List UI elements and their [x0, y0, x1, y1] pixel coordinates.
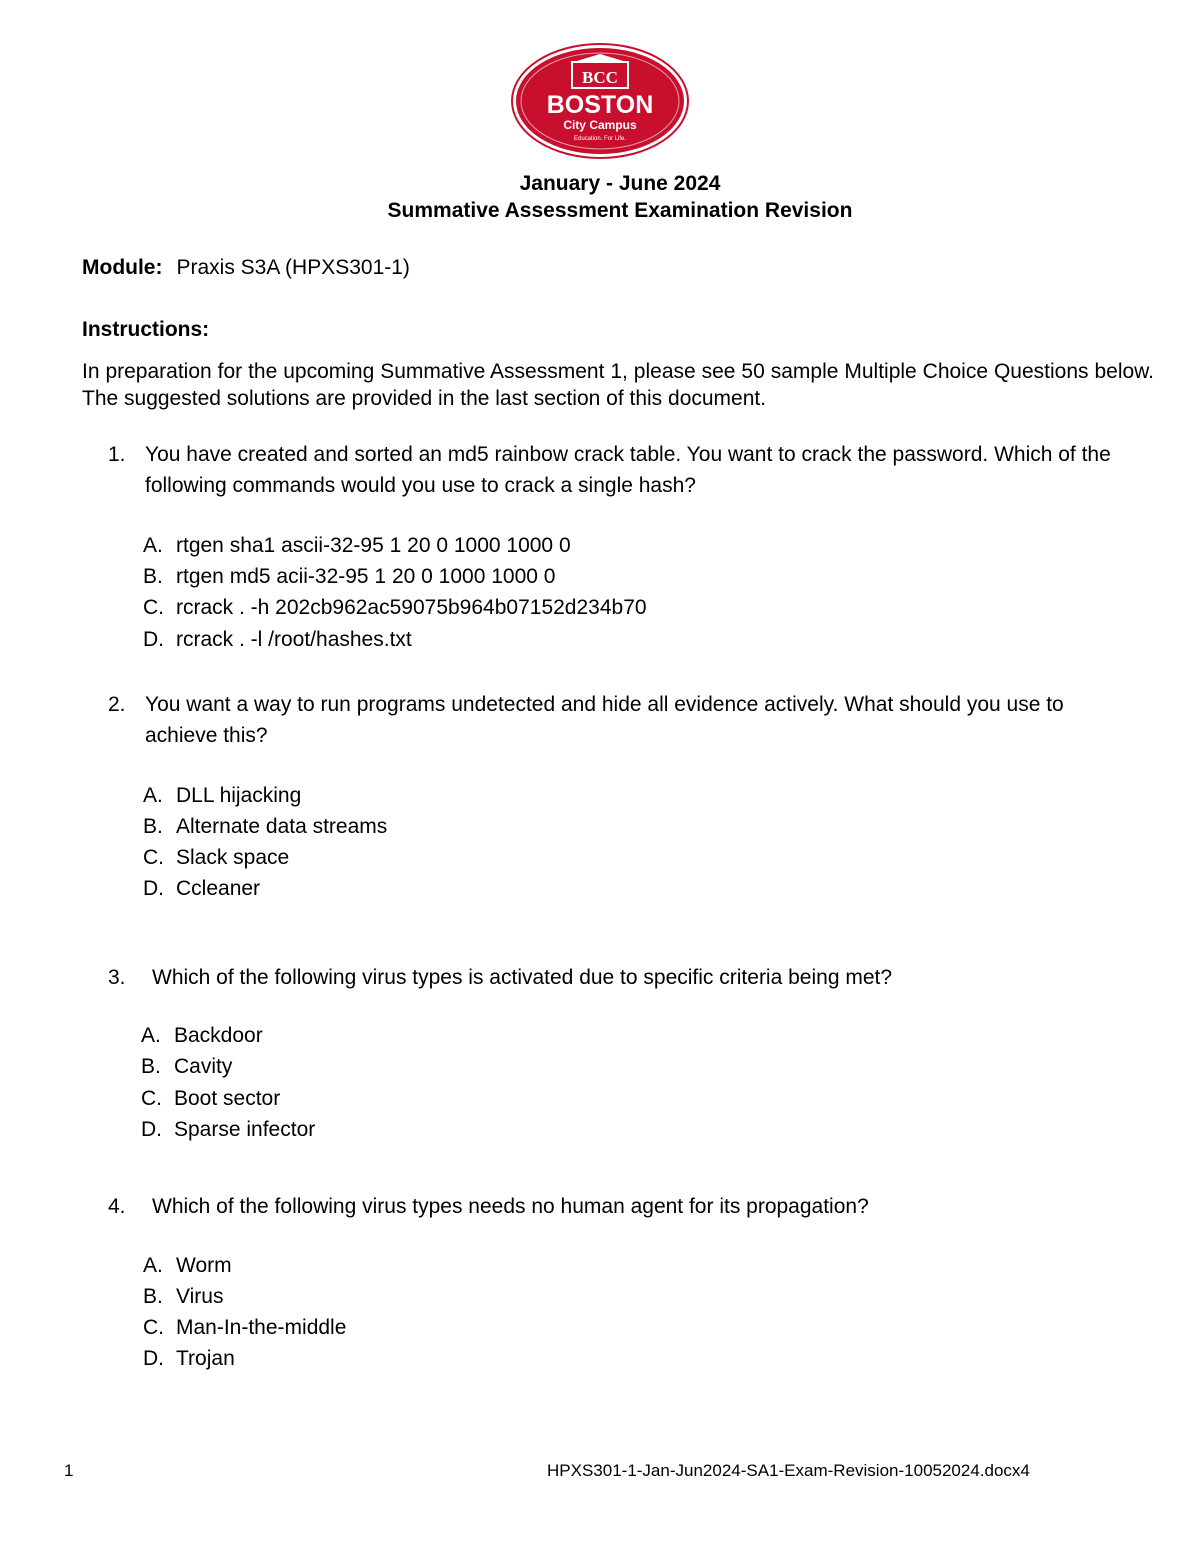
option-text: Virus	[176, 1285, 224, 1308]
boston-city-campus-logo	[510, 42, 690, 160]
option-b	[143, 565, 555, 589]
instructions-label: Instructions:	[82, 318, 210, 341]
svg-text:BCC: BCC	[582, 68, 618, 87]
option-letter: A.	[143, 784, 163, 807]
option-text: Cavity	[174, 1055, 233, 1078]
option-b	[143, 1285, 223, 1309]
option-letter: B.	[143, 815, 163, 838]
option-text: rtgen sha1 ascii-32-95 1 20 0 1000 1000 0	[176, 534, 571, 557]
option-d	[141, 1118, 315, 1142]
question-text: Which of the following virus types is activated due to specific criteria being met?	[152, 966, 893, 989]
question-text: You have created and sorted an md5 rainbow crack table. You want to crack the password. Which of the following commands would you use to crack a single hash?	[145, 443, 1111, 497]
question-text: Which of the following virus types needs no human agent for its propagation?	[152, 1195, 869, 1218]
option-a	[141, 1024, 263, 1048]
option-letter: A.	[143, 1254, 163, 1277]
option-text: Slack space	[176, 846, 290, 869]
svg-text:Education. For Life.: Education. For Life.	[573, 136, 627, 142]
option-letter: B.	[143, 565, 163, 588]
option-text: DLL hijacking	[176, 784, 302, 807]
question-number: 4.	[108, 1195, 126, 1218]
option-d	[143, 1347, 235, 1371]
option-text: rtgen md5 acii-32-95 1 20 0 1000 1000 0	[176, 565, 556, 588]
option-c	[141, 1087, 280, 1111]
option-letter: D.	[143, 628, 164, 651]
footer-document-name: HPXS301-1-Jan-Jun2024-SA1-Exam-Revision-10052024.docx4	[547, 1461, 1030, 1480]
question-text: You want a way to run programs undetected and hide all evidence actively. What should you use to achieve this?	[145, 693, 1064, 747]
option-text: Trojan	[176, 1347, 235, 1370]
option-text: Ccleaner	[176, 877, 261, 900]
option-text: rcrack . -l /root/hashes.txt	[176, 628, 412, 651]
option-text: Alternate data streams	[176, 815, 388, 838]
option-a	[143, 1254, 232, 1278]
option-b	[141, 1055, 232, 1079]
question-number: 1.	[108, 443, 126, 466]
module-line	[82, 256, 410, 280]
option-letter: C.	[143, 846, 164, 869]
option-a	[143, 784, 301, 808]
option-d	[143, 877, 260, 901]
option-text: Man-In-the-middle	[176, 1316, 347, 1339]
footer-page-number: 1	[64, 1461, 74, 1480]
option-c	[143, 1316, 346, 1340]
option-text: Sparse infector	[174, 1118, 316, 1141]
option-letter: C.	[143, 596, 164, 619]
option-letter: D.	[143, 877, 164, 900]
option-letter: A.	[141, 1024, 161, 1047]
svg-text:BOSTON: BOSTON	[546, 91, 654, 119]
option-d	[143, 628, 412, 652]
option-c	[143, 846, 289, 870]
option-letter: D.	[143, 1347, 164, 1370]
option-letter: B.	[141, 1055, 161, 1078]
option-text: Worm	[176, 1254, 232, 1277]
option-letter: A.	[143, 534, 163, 557]
option-text: rcrack . -h 202cb962ac59075b964b07152d234b70	[176, 596, 647, 619]
question-number: 3.	[108, 966, 126, 989]
option-a	[143, 534, 571, 558]
option-text: Boot sector	[174, 1087, 281, 1110]
module-label: Module:	[82, 256, 163, 279]
document-title: Summative Assessment Examination Revision	[387, 199, 853, 222]
option-letter: D.	[141, 1118, 162, 1141]
option-b	[143, 815, 387, 839]
exam-term: January - June 2024	[519, 172, 721, 195]
option-c	[143, 596, 647, 620]
option-letter: C.	[143, 1316, 164, 1339]
question-number: 2.	[108, 693, 126, 716]
module-value: Praxis S3A (HPXS301-1)	[176, 256, 410, 279]
svg-text:City Campus: City Campus	[563, 118, 637, 132]
option-text: Backdoor	[174, 1024, 263, 1047]
option-letter: C.	[141, 1087, 162, 1110]
option-letter: B.	[143, 1285, 163, 1308]
instructions-text: In preparation for the upcoming Summative Assessment 1, please see 50 sample Multiple Choice Questions below. The suggested solutions are provided in the last section of this document.	[82, 360, 1154, 410]
